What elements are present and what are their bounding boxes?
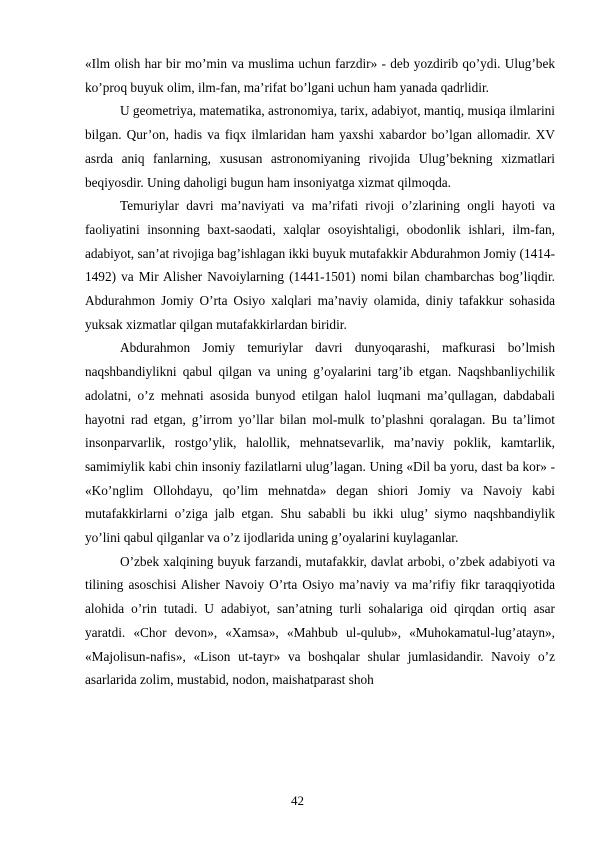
page-number: 42 xyxy=(291,793,304,808)
paragraph-jomiy-naqshbandi: Abdurahmon Jomiy temuriylar davri dunyoqarashi, mafkurasi bo’lmish naqshbandiylikni qabul qilgan va uning g’oyalarini targ’ib etgan. Naqshbanliychilik adolatni, o’z mehnati asosida bunyod etilgan halol luqmani ma’qullagan, dabdabali hayotni rad etgan, g’irrom yo’llar bilan mol-mulk to’plashni qoralagan. Bu ta’limot insonparvarlik, rostgo’ylik, halollik, mehnatsevarlik, ma’naviy poklik, kamtarlik, samimiylik kabi chin insoniy fazilatlarni ulug’lagan. Uning «Dil ba yoru, dast ba kor» - «Ko’nglim Ollohdayu, qo’lim mehnatda» degan shiori Jomiy va Navoiy kabi mutafakkirlarni o’ziga jalb etgan. Shu sababli bu ikki ulug’ siymo naqshbandiylik yo’lini qabul qilganlar va o’z ijodlarida uning g’oyalarini kuylaganlar. xyxy=(85,340,555,546)
paragraph-navoiy: O’zbek xalqining buyuk farzandi, mutafakkir, davlat arbobi, o’zbek adabiyoti va tilining asoschisi Alisher Navoiy O’rta Osiyo ma’naviy va ma’rifiy fikr taraqqiyotida alohida o’rin tutadi. U adabiyot, san’atning turli sohalariga oid qirqdan ortiq asar yaratdi. «Chor devon», «Xamsa», «Mahbub ul-qulub», «Muhokamatul-lug’atayn», «Majolisun-nafis», «Lison ut-tayr» va boshqalar shular jumlasidandir. Navoiy o’z asarlarida zolim, mustabid, nodon, maishatparast shoh xyxy=(85,553,555,688)
body-text xyxy=(85,52,555,692)
paragraph-continuation: «Ilm olish har bir mo’min va muslima uchun farzdir» - deb yozdirib qo’ydi. Ulug’bek ko’proq buyuk olim, ilm-fan, ma’rifat bo’lgani uchun ham yanada qadrlidir. xyxy=(85,56,555,95)
paragraph-timurid-spirituality: Temuriylar davri ma’naviyati va ma’rifati rivoji o’zlarining ongli hayoti va faoliyatini insonning baxt-saodati, xalqlar osoyishtaligi, obodonlik ishlari, ilm-fan, adabiyot, san’at rivojiga bag’ishlagan ikki buyuk mutafakkir Abdurahmon Jomiy (1414-1492) va Mir Alisher Navoiylarning (1441-1501) nomi bilan chambarchas bog’liqdir. Abdurahmon Jomiy O’rta Osiyo xalqlari ma’naviy olamida, diniy tafakkur sohasida yuksak xizmatlar qilgan mutafakkirlardan biridir. xyxy=(85,198,555,332)
paragraph-ulugbek-sciences: U geometriya, matematika, astronomiya, tarix, adabiyot, mantiq, musiqa ilmlarini bilgan. Qur’on, hadis va fiqx ilmlaridan ham yaxshi xabardor bo’lgan allomadir. XV asrda aniq fanlarning, xususan astronomiyaning rivojida Ulug’bekning xizmatlari beqiyosdir. Uning daholigi bugun ham insoniyatga xizmat qilmoqda. xyxy=(85,103,555,190)
